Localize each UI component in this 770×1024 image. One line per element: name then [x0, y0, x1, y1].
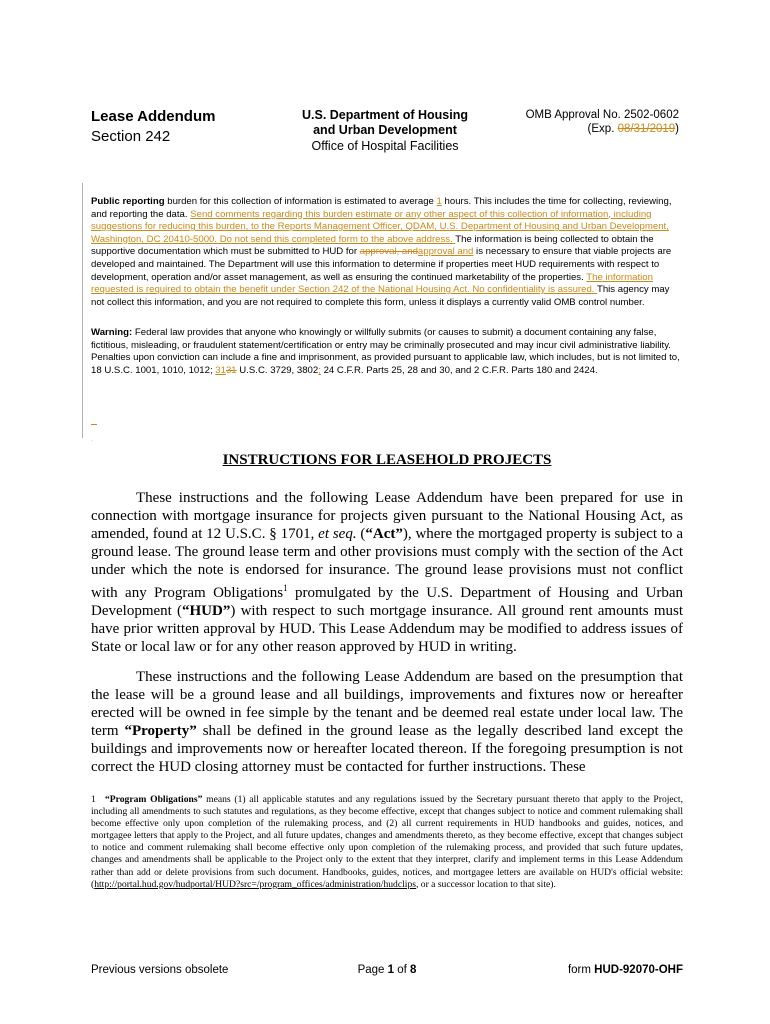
- revision-change-bar: [82, 183, 83, 438]
- inserted-comments-text: Send comments regarding this burden estimate or any other aspect of this collection of information, including suggestions for reducing this burden, to the Reports Management Officer, QDAM, U.S. Department of Housing and Urban Development, Washington, DC 20410-5000. Do not send this completed form to the above address.: [91, 208, 669, 245]
- document-section: Section 242: [91, 128, 171, 145]
- instructions-paragraph-1: These instructions and the following Lease Addendum have been prepared for use in connection with mortgage insurance for projects given pursuant to the National Housing Act, as amended, found at 12 U.S.C. § 1701, et seq. (“Act”), where the mortgaged property is subject to a ground lease. The ground lease term and other provisions must comply with the section of the Act under which the note is endorsed for insurance. The ground lease provisions must not conflict with any Program Obligations$^1$ promulgated by the U.S. Department of Housing and Urban Development (“HUD”) with respect to such mortgage insurance. All ground rent amounts must have prior written approval by HUD. This Lease Addendum may be modified to address issues of State or local law or for any other reason approved by HUD in writing.: [91, 490, 684, 655]
- omb-expiration: (Exp. 08/31/2019): [587, 123, 679, 135]
- omb-approval-number: OMB Approval No. 2502-0602: [525, 109, 679, 121]
- document-title: Lease Addendum: [91, 108, 216, 125]
- inserted-semicolon: ;: [318, 364, 321, 376]
- department-line-1: U.S. Department of Housing: [302, 108, 468, 122]
- header-left: [91, 107, 215, 147]
- footer-page-number: Page 1 of 8: [357, 964, 417, 976]
- inserted-text: approval and: [417, 246, 474, 258]
- header-omb: [505, 108, 679, 136]
- instructions-paragraph-2: These instructions and the following Lease Addendum are based on the presumption that the lease will be a ground lease and all buildings, improvements and fixtures now or hereafter erected will be owned in fee simple by the tenant and be deemed real estate under local law. The term “Property” shall be defined in the ground lease as the legally described land except the buildings and improvements now or hereafter located thereon. If the foregoing presumption is not correct the HUD closing attorney must be contacted for further instructions. These: [91, 669, 683, 775]
- deleted-text: approval, and: [359, 246, 418, 258]
- paragraph-mark: .: [91, 437, 93, 443]
- office-name: Office of Hospital Facilities: [311, 139, 459, 153]
- deleted-citation: 31: [225, 364, 237, 376]
- expiration-date-deleted: 08/31/2019: [617, 123, 676, 135]
- footer-obsolete-note: Previous versions obsolete: [91, 964, 229, 976]
- inserted-benefit-text: The information requested is required to obtain the benefit under Section 242 of the National Housing Act. No confidentiality is assured.: [91, 271, 653, 296]
- public-reporting-burden-notice: Public reporting burden for this collection of information is estimated to average 1 hours. This includes the time for collecting, reviewing, and reporting the data. Send comments regarding this burden estimate or any other aspect of this collection of information, including suggestions for reducing this burden, to the Reports Management Officer, QDAM, U.S. Department of Housing and Urban Development, Washington, DC 20410-5000. Do not send this completed form to the above address. The information is being collected to obtain the supportive documentation which must be submitted to HUD for approval, andapproval and is necessary to ensure that viable projects are developed and maintained. The Department will use this information to determine if properties meet HUD requirements with respect to development, operation and/or asset management, as well as ensuring the continued marketability of the properties. The information requested is required to obtain the benefit under Section 242 of the National Housing Act. No confidentiality is assured. This agency may not collect this information, and you are not required to complete this form, unless it displays a currently valid OMB control number.: [91, 196, 672, 308]
- footnote-reference: 1: [283, 583, 288, 593]
- inserted-citation: 31: [215, 364, 226, 376]
- revision-mark: [91, 424, 97, 425]
- inserted-hours: 1: [436, 196, 442, 207]
- footnote-number: 1: [91, 794, 96, 805]
- hud-website-link[interactable]: http://portal.hud.gov/hudportal/HUD?src=/program_offices/administration/hudclips: [94, 878, 416, 890]
- instructions-title: INSTRUCTIONS FOR LEASEHOLD PROJECTS: [222, 452, 552, 468]
- header-department: [290, 108, 480, 154]
- department-line-2: and Urban Development: [313, 123, 457, 137]
- warning-notice: Warning: Federal law provides that anyone who knowingly or willfully submits (or causes to submit) a document containing any false, fictitious, misleading, or fraudulent statement/certification or entry may be criminally prosecuted and may incur civil administrative liability. Penalties upon conviction can include a fine and imprisonment, as provided pursuant to applicable law, which includes, but is not limited to, 18 U.S.C. 1001, 1010, 1012; 3131 U.S.C. 3729, 3802; 24 C.F.R. Parts 25, 28 and 30, and 2 C.F.R. Parts 180 and 2424.: [91, 327, 680, 376]
- footnote: 1 “Program Obligations” means (1) all applicable statutes and any regulations issued by the Secretary pursuant thereto that apply to the Project, including all amendments to such statutes and regulations, as they become effective, except that changes subject to notice and comment rulemaking shall become effective only upon completion of the rulemaking process, and (2) all current requirements in HUD handbooks and guides, notices, and mortgagee letters that apply to the Project, and all future updates, changes and amendments thereto, as they become effective, except that changes subject to notice and comment rulemaking shall become effective only upon completion of the rulemaking process, and provided that such future updates, changes and amendments shall be applicable to the Project only to the extent that they interpret, clarify and implement terms in this Lease Addendum rather than add or delete provisions from such document. Handbooks, guides, notices, and mortgagee letters are available on HUD's official website: (http://portal.hud.gov/hudportal/HUD?src=/program_offices/administration/hudclips, or a successor location to that site).: [91, 794, 683, 890]
- footer-form-id: form HUD-92070-OHF: [567, 964, 683, 976]
